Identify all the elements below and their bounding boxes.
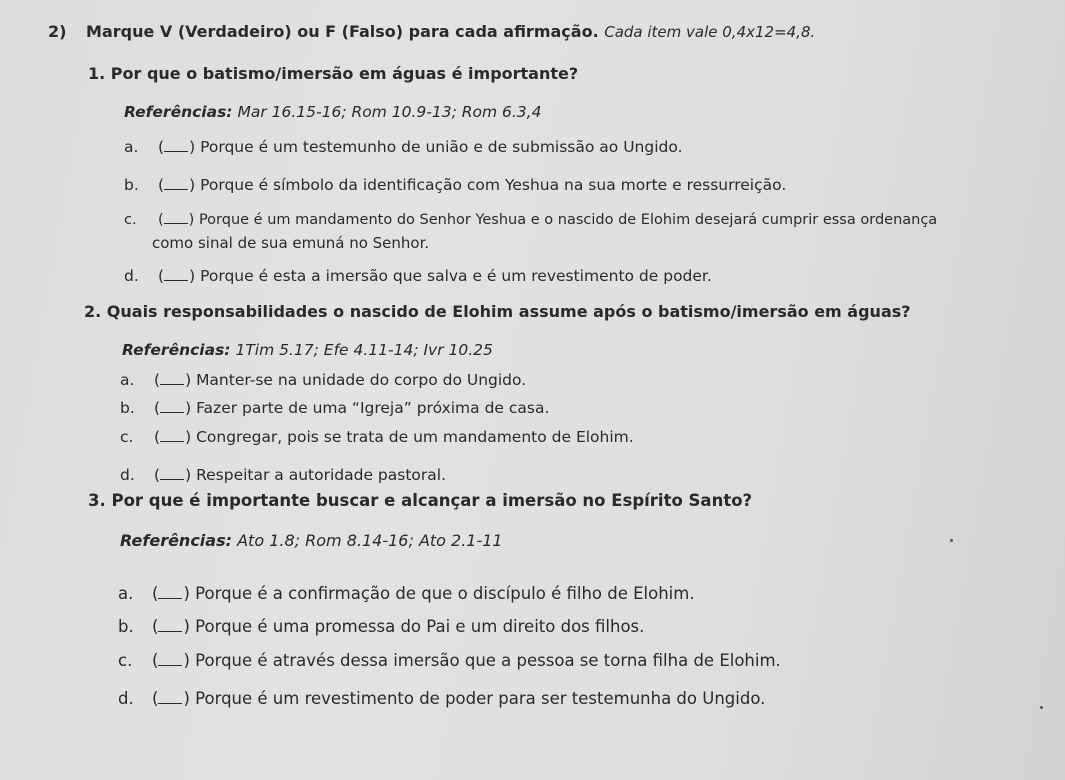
answer-blank[interactable]	[164, 175, 188, 190]
q2-option-d: d. ( ) Respeitar a autoridade pastoral.	[120, 466, 447, 484]
q2-option-a: a. ( ) Manter-se na unidade do corpo do Ungido.	[120, 371, 527, 389]
question-3-title: 3. Por que é importante buscar e alcançar a imersão no Espírito Santo?	[88, 491, 753, 510]
q3-option-d: d. ( ) Porque é um revestimento de poder para ser testemunha do Ungido.	[118, 689, 766, 708]
paper-speck	[950, 539, 953, 542]
answer-blank[interactable]	[160, 465, 184, 480]
q3-option-c: c. ( ) Porque é através dessa imersão que a pessoa se torna filha de Elohim.	[118, 651, 781, 670]
section-note: Cada item vale 0,4x12=4,8.	[604, 23, 816, 41]
answer-blank[interactable]	[160, 398, 184, 413]
q3-option-b: b. ( ) Porque é uma promessa do Pai e um direito dos filhos.	[118, 617, 645, 636]
answer-blank[interactable]	[158, 584, 182, 599]
q1-option-b: b. ( ) Porque é símbolo da identificação com Yeshua na sua morte e ressurreição.	[124, 176, 787, 194]
question-1-title: 1. Por que o batismo/imersão em águas é importante?	[88, 64, 579, 83]
q1-option-c-continuation: como sinal de sua emuná no Senhor.	[152, 234, 430, 252]
answer-blank[interactable]	[164, 266, 188, 281]
answer-blank[interactable]	[160, 370, 184, 385]
section-title: Marque V (Verdadeiro) ou F (Falso) para cada afirmação.	[86, 22, 599, 41]
answer-blank[interactable]	[160, 427, 184, 442]
answer-blank[interactable]	[158, 617, 182, 632]
question-2-references: Referências: 1Tim 5.17; Efe 4.11-14; Ivr 10.25	[122, 341, 493, 359]
answer-blank[interactable]	[164, 209, 188, 224]
q1-option-d: d. ( ) Porque é esta a imersão que salva e é um revestimento de poder.	[124, 267, 712, 285]
question-2-title: 2. Quais responsabilidades o nascido de Elohim assume após o batismo/imersão em águas?	[84, 302, 911, 321]
question-3-references: Referências: Ato 1.8; Rom 8.14-16; Ato 2.1-11	[120, 531, 503, 550]
q1-option-a: a. ( ) Porque é um testemunho de união e de submissão ao Ungido.	[124, 138, 683, 156]
q2-option-c: c. ( ) Congregar, pois se trata de um mandamento de Elohim.	[120, 428, 634, 446]
section-number: 2)	[48, 22, 67, 41]
answer-blank[interactable]	[158, 651, 182, 666]
answer-blank[interactable]	[158, 689, 182, 704]
q3-option-a: a. ( ) Porque é a confirmação de que o discípulo é filho de Elohim.	[118, 584, 695, 603]
q1-option-c: c. ( ) Porque é um mandamento do Senhor Yeshua e o nascido de Elohim desejará cumprir essa ordenança	[124, 209, 937, 230]
answer-blank[interactable]	[164, 137, 188, 152]
q2-option-b: b. ( ) Fazer parte de uma “Igreja” próxima de casa.	[120, 399, 550, 417]
paper-speck	[1040, 706, 1043, 709]
question-1-references: Referências: Mar 16.15-16; Rom 10.9-13; Rom 6.3,4	[124, 103, 542, 121]
section-header	[48, 22, 815, 42]
